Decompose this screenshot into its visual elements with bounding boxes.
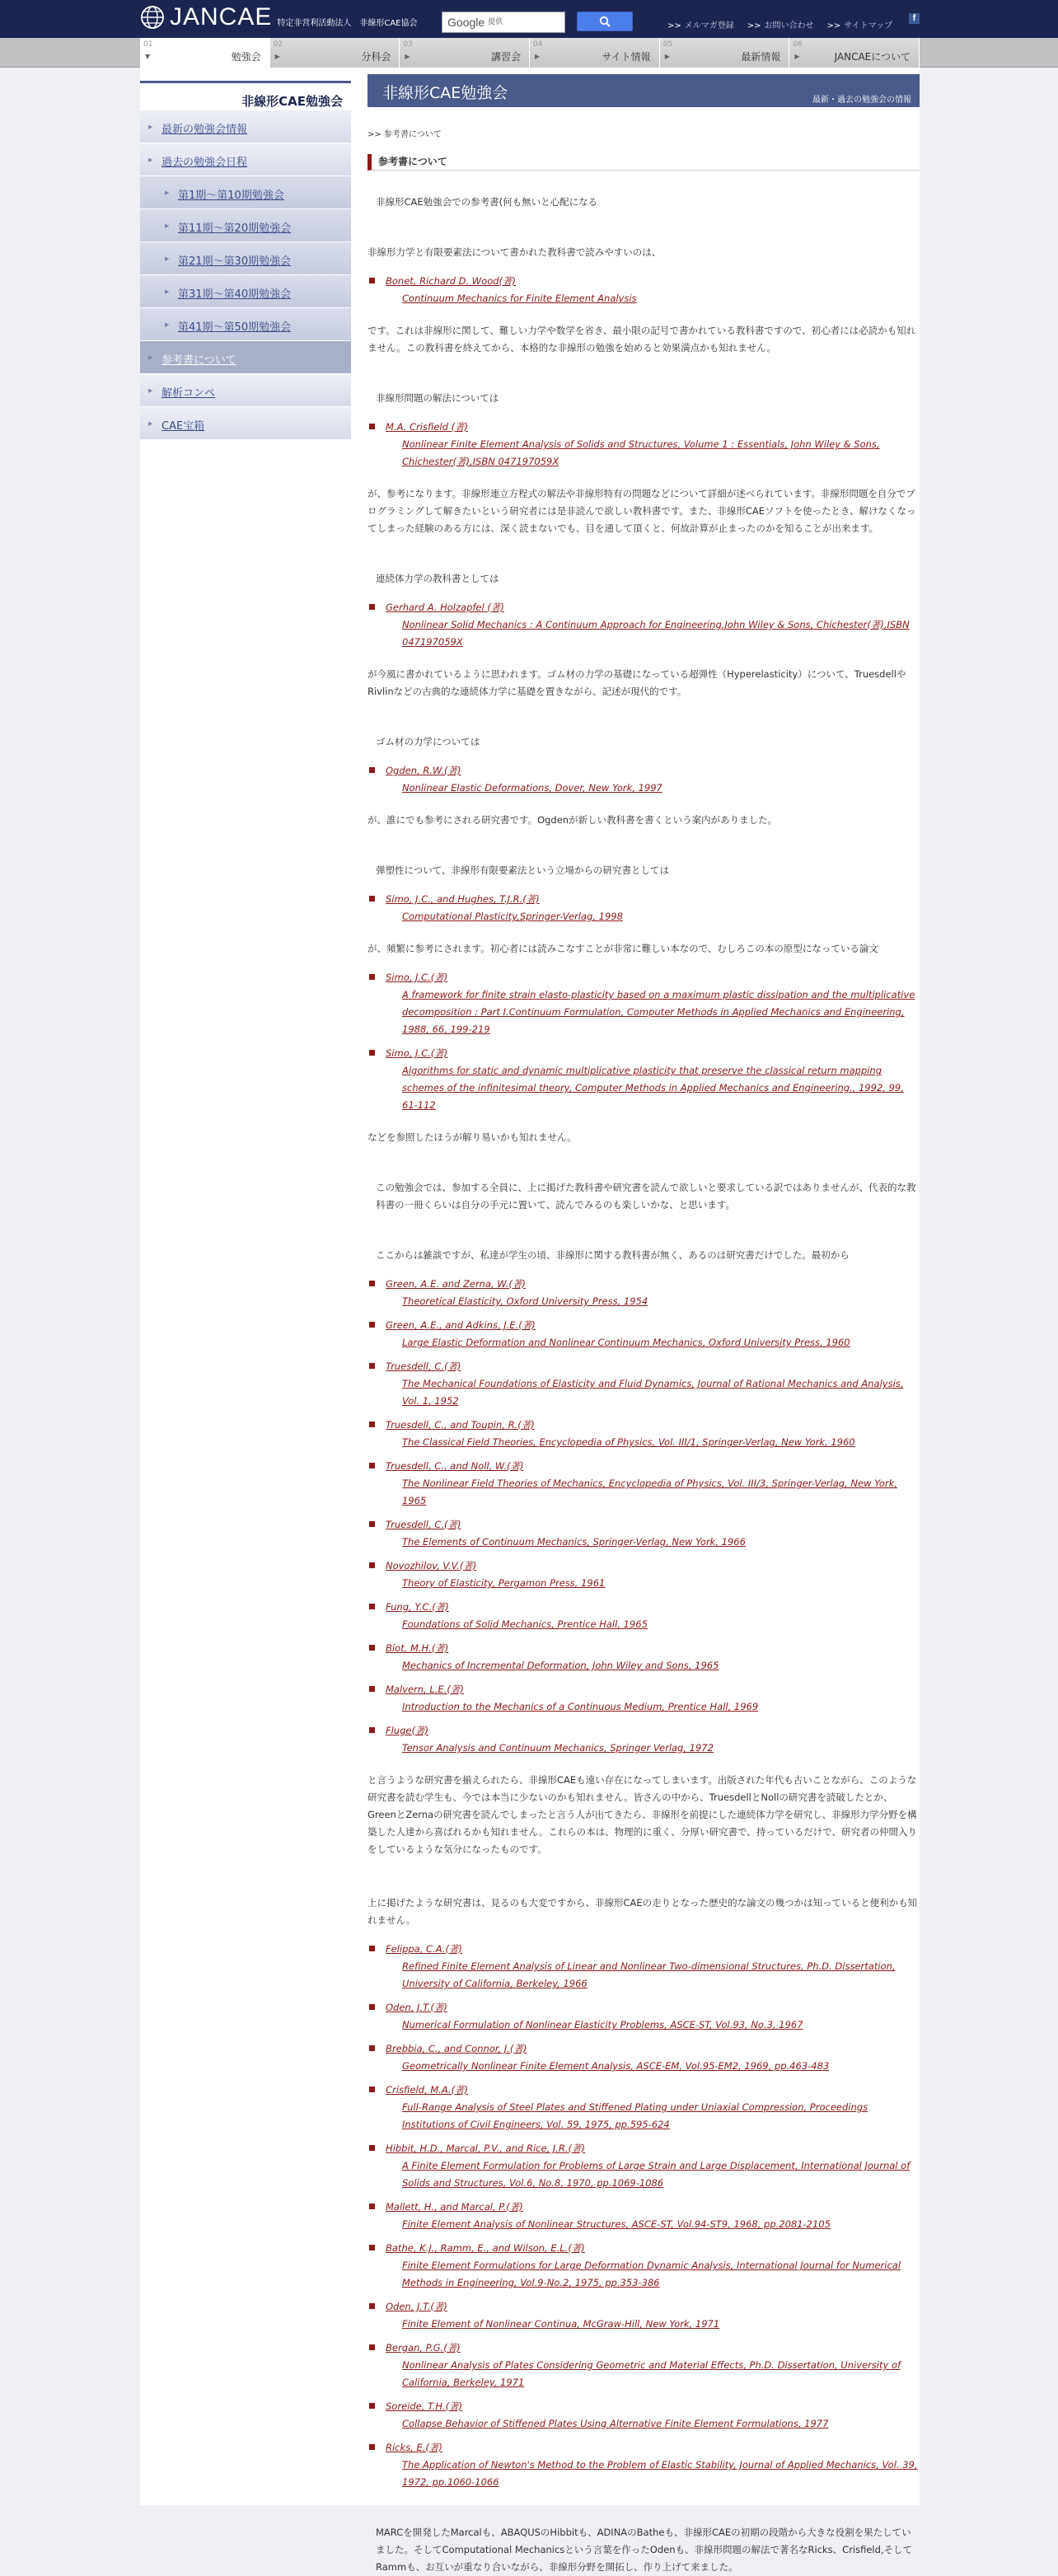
nav-tab[interactable] [530, 38, 660, 68]
paragraph: 非線形力学と有限要素法について書かれた教科書で読みやすいのは、 [367, 246, 662, 258]
sidebar-bullet-icon: ▶ [148, 124, 153, 130]
bullet-square-icon [369, 424, 375, 429]
sidebar-item-label: 過去の勉強会日程 [162, 157, 248, 169]
sidebar-bullet-icon: ▶ [165, 255, 170, 262]
bullet-square-icon [369, 2344, 375, 2350]
reference-title-link[interactable]: The Mechanical Foundations of Elasticity and Fluid Dynamics, Journal of Rational Mechanics and Analysis, Vol. 1, 1952 [402, 1378, 904, 1407]
paragraph: ゴム材の力学については [376, 736, 480, 747]
paragraph: 非線形CAE勉強会での参考書(何も無いと心配になる [376, 196, 598, 208]
paragraph: です。これは非線形に関して、難しい力学や数学を省き、最小限の記号で書かれている教科書ですので、初心者には必読かも知れません。この教科書を終えてから、本格的な非線形の勉強を始めると効果満点かも知れません。 [367, 325, 916, 354]
page-title: 非線形CAE勉強会 [382, 84, 508, 102]
reference-title-link[interactable]: Large Elastic Deformation and Nonlinear Continuum Mechanics, Oxford University Press, 1960 [402, 1337, 850, 1348]
reference-item [367, 2339, 920, 2391]
reference-item [367, 2199, 920, 2233]
reference-author[interactable]: Mallett, H., and Marcal, P.(著) [386, 2201, 523, 2213]
sidebar-bullet-icon: ▶ [165, 222, 170, 229]
paragraph: ここからは雑談ですが、私達が学生の頃、非線形に関する教科書が無く、あるのは研究書だけでした。最初から [376, 1249, 850, 1261]
reference-title-link[interactable]: The Application of Newton's Method to the Problem of Elastic Stability, Journal of Applied Mechanics, Vol. 39, 1972, pp.1060-1066 [402, 2459, 918, 2488]
top-link-arrow: >> [667, 21, 681, 30]
main-content [367, 74, 920, 2576]
reference-title-link[interactable]: Nonlinear Elastic Deformations, Dover, New York, 1997 [402, 782, 662, 794]
reference-author[interactable]: Truesdell, C.(著) [386, 1361, 461, 1372]
nav-tab-arrow: ▶ [664, 53, 670, 60]
bullet-square-icon [369, 1463, 375, 1468]
reference-item [367, 1045, 920, 1114]
sidebar-item-label: 第1期〜第10期勉強会 [178, 190, 284, 202]
reference-title-link[interactable]: Foundations of Solid Mechanics, Prentice Hall, 1965 [402, 1618, 648, 1630]
reference-title-link[interactable]: Introduction to the Mechanics of a Continuous Medium, Prentice Hall, 1969 [402, 1701, 759, 1712]
sidebar-item-label: 解析コンペ [162, 387, 216, 400]
bullet-square-icon [369, 974, 375, 980]
sidebar-bullet-icon: ▶ [165, 190, 170, 196]
reference-item [367, 1999, 920, 2034]
nav-tab[interactable] [270, 38, 400, 68]
reference-item [367, 1358, 920, 1410]
reference-title-link[interactable]: Refined Finite Element Analysis of Linear and Nonlinear Two-dimensional Structures, Ph.D. Dissertation, University of California, Berkeley, 1966 [402, 1960, 896, 1989]
search-button[interactable] [577, 12, 633, 31]
reference-item [367, 2040, 920, 2075]
reference-item [367, 1458, 920, 1510]
paragraph: 弾塑性について、非線形有限要素法という立場からの研究書としては [376, 864, 670, 876]
reference-author[interactable]: Oden, J.T.(著) [386, 2301, 447, 2312]
reference-item [367, 1599, 920, 1633]
sidebar-item[interactable] [140, 275, 351, 308]
top-link-arrow: >> [747, 21, 761, 30]
nav-tab-number: 06 [793, 40, 803, 49]
bullet-square-icon [369, 1604, 375, 1609]
sidebar-item-label: 第21期〜第30期勉強会 [178, 255, 292, 268]
global-nav-items [140, 38, 920, 68]
search-icon [599, 16, 611, 27]
paragraph: と言うような研究書を揃えられたら、非線形CAEも遠い存在になってしまいます。出版された年代も古いことながら、このような研究書を読む学生も、今では本当に少ないのかも知れません。皆さんの中から、TruesdellとNollの研究書を読破したとか、GreenとZernaの研究書を読んでしまったと言う人が出てきたら、非線形を前提にした連続体力学を研究し、非線形力学分野を構築した人達から喜ばれるかも知れません。これらの本は、物理的に重く、分厚い研究書で、持っているだけで、研究者の仲間入りをしているような気分になったものです。 [367, 1774, 917, 1855]
nav-tab-number: 04 [533, 40, 543, 49]
paragraph: が、参考になります。非線形連立方程式の解法や非線形特有の問題などについて詳細が述べられています。非線形問題を自分でプログラミングして解きたいという研究者には是非読んで欲しい教科書です。また、非線形CAEソフトを使ったとき、解けなくなってしまった経験のある方には、深く読まないでも、目を通して頂くと、何故計算が止まったのかを知ることが出来ます。 [367, 488, 916, 534]
reference-title-link[interactable]: Tensor Analysis and Continuum Mechanics, Springer Verlag, 1972 [402, 1742, 714, 1754]
reference-title-link[interactable]: Full-Range Analysis of Steel Plates and Stiffened Plating under Uniaxial Compression, Proceedings Institutions of Civil Engineers, Vol. 59, 1975, pp.595-624 [402, 2101, 868, 2130]
nav-tab-label: 最新情報 [741, 51, 781, 63]
bullet-square-icon [369, 767, 375, 773]
nav-tab-arrow: ▼ [145, 53, 151, 60]
sidebar-item[interactable] [140, 176, 351, 209]
globe-icon [140, 5, 165, 30]
paragraph: 非線形問題の解法については [376, 392, 499, 404]
site-logo[interactable] [140, 4, 418, 30]
sidebar-title-bar [140, 81, 351, 83]
reference-item [367, 1516, 920, 1551]
reference-title-link[interactable]: A Finite Element Formulation for Problems of Large Strain and Large Displacement, International Journal of Solids and Structures, Vol.6, No.8, 1970, pp.1069-1086 [402, 2160, 911, 2189]
reference-title-link[interactable]: Algorithms for static and dynamic multiplicative plasticity that preserve the classical return mapping schemes of the infinitesimal theory, Computer Methods in Applied Mechanics and Engineering., 1992, 99, 61-112 [402, 1065, 904, 1111]
bullet-square-icon [369, 2087, 375, 2092]
reference-title-link[interactable]: Nonlinear Solid Mechanics : A Continuum Approach for Engineering,John Wiley & Sons, Chichester(著),ISBN 047197059X [402, 619, 910, 648]
reference-author[interactable]: Fluge(著) [386, 1725, 428, 1736]
reference-author[interactable]: Fung, Y.C.(著) [386, 1601, 449, 1613]
sidebar-bullet-icon: ▶ [148, 387, 153, 394]
nav-tab-arrow: ▶ [794, 53, 800, 60]
bullet-square-icon [369, 278, 375, 283]
reference-title-link[interactable]: A framework for finite strain elasto-plasticity based on a maximum plastic dissipation and the multiplicative decomposition : Part I.Continuum Formulation, Computer Methods in Applied Mechanics and Engineering, 1988, 66, 199-219 [402, 989, 915, 1035]
paragraph: が今風に書かれているように思われます。ゴム材の力学の基礎になっている超弾性（Hyperelasticity）について、TruesdellやRivlinなどの古典的な連続体力学に基礎を置きながら、記述が現代的です。 [367, 668, 906, 697]
article-body [367, 194, 920, 2576]
bullet-square-icon [369, 2004, 375, 2010]
nav-tab-arrow: ▶ [405, 53, 410, 60]
nav-tab-arrow: ▶ [274, 53, 280, 60]
sidebar-title [140, 68, 351, 110]
reference-title-link[interactable]: Nonlinear Analysis of Plates Considering Geometric and Material Effects, Ph.D. Dissertation, University of California, Berkeley, 1971 [402, 2359, 901, 2388]
reference-title-link[interactable]: Nonlinear Finite Element Analysis of Solids and Structures, Volume 1 : Essentials, John Wiley & Sons, Chichester(著),ISBN 047197059X [402, 438, 880, 467]
reference-author[interactable]: Simo, J.C.(著) [386, 972, 448, 983]
sidebar-bullet-icon: ▶ [148, 420, 153, 427]
sidebar [140, 68, 351, 440]
paragraph: 連続体力学の教科書としては [376, 573, 499, 584]
nav-tab[interactable] [400, 38, 530, 68]
sidebar-item-label: 第31期〜第40期勉強会 [178, 288, 292, 301]
reference-title-link[interactable]: The Classical Field Theories, Encyclopedia of Physics, Vol. III/1, Springer-Verlag, New York, 1960 [402, 1436, 855, 1448]
paragraph: 上に掲げたような研究書は、見るのも大変ですから、非線形CAEの走りとなった歴史的な論文の幾つかは知っていると便利かも知れません。 [367, 1897, 918, 1926]
reference-item [367, 762, 920, 797]
reference-author[interactable]: Hibbit, H.D., Marcal, P.V., and Rice, J.R.(著) [386, 2143, 586, 2154]
bullet-square-icon [369, 1281, 375, 1286]
search-placeholder: 提供 [488, 17, 503, 26]
breadcrumb: >> 参考書について [367, 130, 442, 139]
nav-tab-number: 05 [662, 40, 673, 49]
sidebar-item[interactable] [140, 209, 351, 242]
top-link-label: サイトマップ [844, 21, 893, 30]
reference-item [367, 1276, 920, 1310]
paragraph: が、頻繁に参考にされます。初心者には読みこなすことが非常に難しい本なので、むしろこの本の原型になっている論文 [367, 943, 878, 954]
nav-tab-number: 03 [403, 40, 413, 49]
bullet-square-icon [369, 1521, 375, 1527]
reference-item [367, 2140, 920, 2192]
top-link-label: お問い合わせ [764, 21, 814, 30]
top-link[interactable] [827, 18, 893, 30]
sidebar-item-label: CAE宝箱 [162, 420, 205, 433]
reference-item [367, 891, 920, 925]
site-header [0, 0, 1058, 38]
top-links [667, 18, 906, 30]
reference-title-link[interactable]: Theory of Elasticity, Pergamon Press, 1961 [402, 1577, 606, 1589]
reference-author[interactable]: Ogden, R.W.(著) [386, 765, 461, 776]
reference-item [367, 1317, 920, 1351]
reference-author[interactable]: Soreide, T.H.(著) [386, 2400, 463, 2412]
nav-tab-number: 02 [273, 40, 283, 49]
reference-item [367, 599, 920, 651]
reference-item [367, 2240, 920, 2292]
sidebar-item[interactable] [140, 407, 351, 440]
reference-item [367, 1557, 920, 1592]
paragraph: MARCを開発したMarcalも、ABAQUSのHibbitも、ADINAのBatheも、非線形CAEの初期の段階から大きな役割を果たしていました。そしてComputational Mechanicsという言葉を作ったOdenも、非線形問題の解法で著名なRicks、Crisfield,そしてRammも、お互いが重なり合いながら、非線形分野を開拓し、作り上げて来ました。 [376, 2527, 913, 2573]
sidebar-item[interactable] [140, 341, 351, 374]
sidebar-bullet-icon: ▶ [148, 157, 153, 163]
reference-author[interactable]: Simo, J.C., and Hughes, T.J.R.(著) [386, 893, 540, 905]
reference-author[interactable]: M.A. Crisfield (著) [386, 421, 469, 433]
nav-tab-label: 講習会 [491, 51, 522, 63]
reference-title-link[interactable]: Finite Element Formulations for Large Deformation Dynamic Analysis, International Journal for Numerical Methods in Engineering, Vol.9-No.2, 1975, pp.353-386 [402, 2260, 901, 2288]
reference-title-link[interactable]: Collapse Behavior of Stiffened Plates Using Alternative Finite Element Formulations, 1977 [402, 2418, 829, 2429]
sidebar-title-text: 非線形CAE勉強会 [241, 94, 343, 109]
nav-tab[interactable] [660, 38, 790, 68]
reference-author[interactable]: Felippa, C.A.(著) [386, 1943, 462, 1955]
nav-tab-label: JANCAEについて [834, 51, 911, 63]
bullet-square-icon [369, 1645, 375, 1651]
reference-author[interactable]: Bonet, Richard D. Wood(著) [386, 275, 517, 287]
sidebar-item[interactable] [140, 242, 351, 275]
reference-author[interactable]: Brebbia, C., and Connor, J.(著) [386, 2043, 527, 2054]
reference-item [367, 1722, 920, 1757]
reference-item [367, 419, 920, 471]
reference-author[interactable]: Gerhard A. Holzapfel (著) [386, 602, 504, 613]
bullet-square-icon [369, 2403, 375, 2409]
nav-tab-arrow: ▶ [535, 53, 541, 60]
reference-item [367, 1941, 920, 1993]
nav-tab[interactable] [140, 38, 270, 68]
reference-title-link[interactable]: Finite Element Analysis of Nonlinear Structures, ASCE-ST, Vol.94-ST9, 1968, pp.2081-2105 [402, 2218, 831, 2230]
reference-author[interactable]: Biot, M.H.(著) [386, 1642, 449, 1654]
sidebar-bullet-icon: ▶ [165, 321, 170, 328]
reference-item [367, 2298, 920, 2333]
bullet-square-icon [369, 1363, 375, 1369]
main-title-bar [367, 74, 920, 107]
reference-title-link[interactable]: Geometrically Nonlinear Finite Element Analysis, ASCE-EM, Vol.95-EM2, 1969, pp.463-483 [402, 2060, 830, 2072]
logo-text: JANCAE [170, 3, 273, 30]
bullet-square-icon [369, 1562, 375, 1568]
bullet-square-icon [369, 1322, 375, 1328]
reference-item [367, 2082, 920, 2133]
paragraph: などを参照したほうが解り易いかも知れません。 [367, 1131, 577, 1143]
reference-title-link[interactable]: Computational Plasticity,Springer-Verlag, 1998 [402, 911, 623, 922]
reference-title-link[interactable]: The Nonlinear Field Theories of Mechanics, Encyclopedia of Physics, Vol. III/3, Springer-Verlag, New York, 1965 [402, 1478, 897, 1506]
page-body [140, 68, 920, 2573]
logo-subtitle: 特定非営利活動法人 非線形CAE協会 [277, 18, 418, 28]
reference-author[interactable]: Oden, J.T.(著) [386, 2002, 447, 2013]
reference-item [367, 273, 920, 307]
reference-author[interactable]: Truesdell, C., and Noll, W.(著) [386, 1460, 524, 1472]
bullet-square-icon [369, 2444, 375, 2450]
sidebar-item[interactable] [140, 143, 351, 176]
bullet-square-icon [369, 604, 375, 610]
reference-title-link[interactable]: The Elements of Continuum Mechanics, Springer-Verlag, New York, 1966 [402, 1536, 746, 1548]
facebook-icon[interactable]: f [909, 13, 920, 24]
reference-author[interactable]: Green, A.E. and Zerna, W.(著) [386, 1278, 526, 1290]
bullet-square-icon [369, 1050, 375, 1056]
bullet-square-icon [369, 1727, 375, 1733]
bullet-square-icon [369, 2245, 375, 2250]
bullet-square-icon [369, 1946, 375, 1951]
reference-author[interactable]: Bathe, K.J., Ramm, E., and Wilson, E.L.(著) [386, 2242, 585, 2254]
reference-title-link[interactable]: Theoretical Elasticity, Oxford University Press, 1954 [402, 1295, 648, 1307]
sidebar-item-label: 第11期〜第20期勉強会 [178, 222, 292, 235]
sidebar-items [140, 110, 351, 440]
bullet-square-icon [369, 2045, 375, 2051]
reference-author[interactable]: Bergan, P.G.(著) [386, 2342, 461, 2354]
paragraph: が、誰にでも参考にされる研究書です。Ogdenが新しい教科書を書くという案内がありました。 [367, 814, 778, 826]
global-nav [0, 38, 1058, 68]
search-input[interactable] [442, 12, 565, 33]
reference-item [367, 969, 920, 1038]
reference-author[interactable]: Simo, J.C.(著) [386, 1047, 448, 1059]
sidebar-item[interactable] [140, 308, 351, 341]
google-label: Google [447, 16, 485, 29]
reference-author[interactable]: Truesdell, C., and Toupin, R.(著) [386, 1419, 535, 1431]
sidebar-bullet-icon: ▶ [165, 288, 170, 295]
reference-item [367, 2439, 920, 2491]
reference-author[interactable]: Ricks, E.(著) [386, 2442, 442, 2453]
section-heading: 参考書について [367, 154, 920, 171]
bullet-square-icon [369, 2145, 375, 2151]
nav-tab-label: サイト情報 [602, 51, 651, 63]
top-link-label: メルマガ登録 [684, 21, 734, 30]
bullet-square-icon [369, 896, 375, 902]
bullet-square-icon [369, 1421, 375, 1427]
sidebar-item-label: 参考書について [162, 354, 236, 367]
reference-item [367, 1681, 920, 1716]
reference-item [367, 1417, 920, 1451]
sidebar-item[interactable] [140, 374, 351, 407]
reference-author[interactable]: Green, A.E., and Adkins, J.E.(著) [386, 1319, 536, 1331]
nav-tab-label: 勉強会 [231, 51, 261, 63]
reference-title-link[interactable]: Numerical Formulation of Nonlinear Elasticity Problems, ASCE-ST, Vol.93, No.3, 1967 [402, 2019, 803, 2030]
sidebar-item-label: 第41期〜第50期勉強会 [178, 321, 292, 334]
bullet-square-icon [369, 2303, 375, 2309]
nav-tab-number: 01 [143, 40, 153, 49]
nav-tab[interactable] [789, 38, 920, 68]
nav-tab-label: 分科会 [361, 51, 391, 63]
page-subtitle: 最新・過去の勉強会の情報 [812, 96, 911, 105]
bullet-square-icon [369, 1686, 375, 1692]
sidebar-item[interactable] [140, 110, 351, 143]
reference-title-link[interactable]: Continuum Mechanics for Finite Element Analysis [402, 293, 637, 304]
reference-author[interactable]: Novozhilov, V.V.(著) [386, 1560, 477, 1571]
reference-author[interactable]: Crisfield, M.A.(著) [386, 2084, 469, 2096]
bullet-square-icon [369, 2204, 375, 2209]
reference-item [367, 1640, 920, 1674]
reference-title-link[interactable]: Finite Element of Nonlinear Continua, McGraw-Hill, New York, 1971 [402, 2318, 720, 2330]
reference-title-link[interactable]: Mechanics of Incremental Deformation, John Wiley and Sons, 1965 [402, 1660, 719, 1671]
paragraph: この勉強会では、参加する全員に、上に掲げた教科書や研究書を読んで欲しいと要求している訳ではありませんが、代表的な教科書の一冊くらいは自分の手元に置いて、読んでみるのも楽しいかな、と思います。 [376, 1182, 916, 1211]
reference-author[interactable]: Malvern, L.E.(著) [386, 1684, 464, 1695]
top-link-arrow: >> [826, 21, 841, 30]
reference-author[interactable]: Truesdell, C.(著) [386, 1519, 461, 1530]
top-link[interactable] [747, 18, 814, 30]
sidebar-bullet-icon: ▶ [148, 354, 153, 361]
top-link[interactable] [667, 18, 734, 30]
sidebar-item-label: 最新の勉強会情報 [162, 124, 248, 136]
reference-item [367, 2398, 920, 2433]
